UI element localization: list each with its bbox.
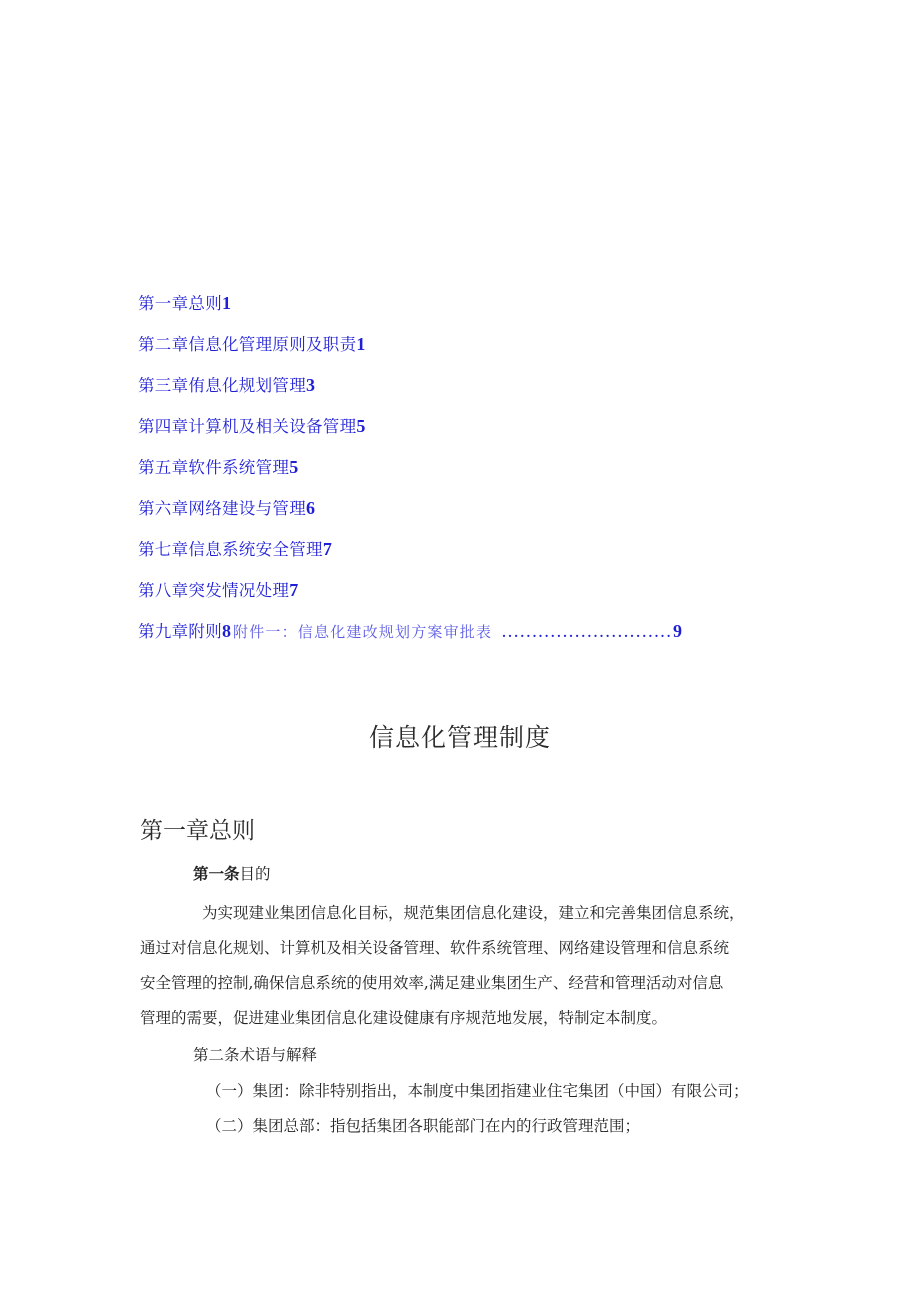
toc-entry-chapter-8[interactable] (138, 577, 798, 618)
definition-list (206, 1074, 749, 1144)
toc-entry-chapter-9-and-appendix[interactable] (138, 618, 798, 659)
toc-entry-page: 3 (306, 375, 315, 395)
toc-entry-chapter-6[interactable] (138, 495, 798, 536)
toc-entry-title: 第五章软件系统管理 (138, 458, 290, 477)
toc-entry-title: 第七章信息系统安全管理 (138, 540, 323, 559)
toc-appendix-title: 附件一：信息化建改规划方案审批表 (233, 623, 493, 641)
toc-entry-chapter-1[interactable] (138, 290, 798, 331)
definition-item: （一）集团：除非特别指出，本制度中集团指建业住宅集团（中国）有限公司； (206, 1082, 749, 1100)
paragraph-line: 安全管理的控制,确保信息系统的使用效率,满足建业集团生产、经营和管理活动对信息 (140, 974, 724, 992)
toc-entry-page: 6 (306, 498, 315, 518)
toc-entry-title: 第八章突发情况处理 (138, 581, 290, 600)
toc-entry-chapter-7[interactable] (138, 536, 798, 577)
toc-entry-title: 第一章总则 (138, 294, 222, 313)
toc-entry-page: 5 (356, 416, 366, 436)
toc-entry-title: 第九章附则 (138, 622, 222, 641)
paragraph-line: 通过对信息化规划、计算机及相关设备管理、软件系统管理、网络建设管理和信息系统 (140, 939, 730, 957)
toc-entry-title: 第六章网络建设与管理 (138, 499, 306, 518)
toc-entry-page: 7 (289, 580, 299, 600)
toc-entry-title: 第四章计算机及相关设备管理 (138, 417, 357, 436)
toc-entry-chapter-5[interactable] (138, 454, 798, 495)
article-body-paragraph (140, 896, 790, 1036)
toc-entry-title: 第三章侑息化规划管理 (138, 376, 306, 395)
chapter-heading: 第一章总则 (140, 818, 255, 844)
paragraph-line: 为实现建业集团信息化目标，规范集团信息化建设，建立和完善集团信息系统， (202, 904, 745, 922)
toc-entry-title: 第二章信息化管理原则及职责 (138, 335, 357, 354)
article-name: 目的 (239, 865, 271, 883)
article-label: 第一条 (193, 865, 240, 883)
table-of-contents (138, 290, 798, 659)
toc-entry-chapter-2[interactable] (138, 331, 798, 372)
toc-entry-page: 7 (322, 539, 332, 559)
toc-entry-page: 1 (356, 334, 366, 354)
toc-dot-leader: ............................ (502, 626, 674, 641)
toc-entry-chapter-3[interactable] (138, 372, 798, 413)
toc-entry-page: 5 (289, 457, 299, 477)
definition-item: （二）集团总部：指包括集团各职能部门在内的行政管理范围； (206, 1117, 641, 1135)
paragraph-line: 管理的需要，促进建业集团信息化建设健康有序规范地发展，特制定本制度。 (140, 1009, 668, 1027)
article-heading (193, 862, 271, 884)
article-2-heading: 第二条术语与解释 (193, 1046, 318, 1064)
document-title: 信息化管理制度 (368, 723, 551, 752)
toc-entry-page: 1 (222, 293, 231, 313)
toc-appendix-page: 9 (673, 621, 683, 641)
toc-entry-page: 8 (222, 621, 231, 641)
toc-entry-chapter-4[interactable] (138, 413, 798, 454)
